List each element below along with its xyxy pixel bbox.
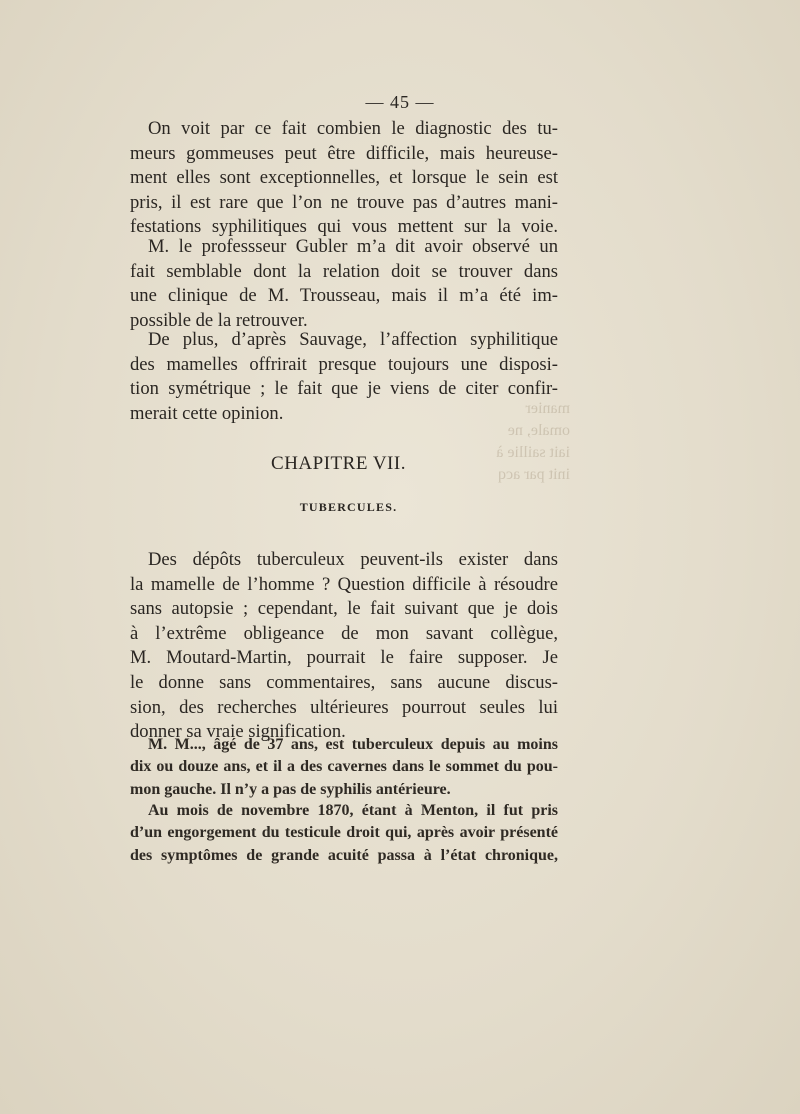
text-line: le donne sans commentaires, sans aucune discus-: [130, 671, 558, 693]
text-line: une clinique de M. Trousseau, mais il m’a été im-: [130, 285, 558, 307]
text-line: d’un engorgement du testicule droit qui, après avoir présenté: [130, 824, 558, 842]
text-line: sans autopsie ; cependant, le fait suivant que je dois: [130, 598, 558, 620]
paragraph-2: [130, 235, 558, 333]
text-line: dix ou douze ans, et il a des cavernes dans le sommet du pou-: [130, 758, 558, 776]
text-line: ment elles sont exceptionnelles, et lorsque le sein est: [130, 167, 558, 189]
text-line: donner sa vraie signification.: [130, 721, 346, 743]
text-line: fait semblable dont la relation doit se trouver dans: [130, 260, 558, 282]
text-line: à l’extrême obligeance de mon savant collègue,: [130, 622, 558, 644]
paragraph-4: [130, 548, 558, 745]
text-line: la mamelle de l’homme ? Question difficile à résoudre: [130, 573, 558, 595]
paragraph-6: [130, 800, 558, 867]
bleed-line: manier: [525, 400, 570, 417]
text-line: sion, des recherches ultérieures pourrout seules lui: [130, 696, 558, 718]
paragraph-5: [130, 734, 558, 801]
bleed-line: iait saillie à: [496, 444, 570, 461]
bleed-line: init par acq: [498, 466, 570, 483]
section-heading: TUBERCULES.: [299, 500, 398, 514]
text-line: possible de la retrouver.: [130, 309, 308, 331]
text-line: De plus, d’après Sauvage, l’affection syphilitique: [148, 329, 558, 350]
text-line: merait cette opinion.: [130, 402, 284, 424]
text-line: festations syphilitiques qui vous mettent sur la voie.: [130, 216, 558, 238]
text-line: Au mois de novembre 1870, étant à Menton, il fut pris: [148, 802, 558, 819]
page-number: — 45 —: [365, 92, 435, 112]
bleed-line: omale, ne: [507, 422, 570, 439]
chapter-heading: CHAPITRE VII.: [271, 453, 406, 474]
paragraph-1: [130, 117, 558, 240]
text-line: tion symétrique ; le fait que je viens de citer confir-: [130, 378, 558, 400]
text-line: M. le professseur Gubler m’a dit avoir observé un: [148, 236, 558, 257]
text-line: des symptômes de grande acuité passa à l’état chronique,: [130, 846, 558, 864]
text-line: Des dépôts tuberculeux peuvent-ils exister dans: [148, 549, 558, 570]
text-line: pris, il est rare que l’on ne trouve pas d’autres mani-: [130, 191, 558, 213]
text-line: des mamelles offrirait presque toujours une disposi-: [130, 353, 558, 375]
text-line: M. Moutard-Martin, pourrait le faire supposer. Je: [130, 647, 558, 669]
text-line: On voit par ce fait combien le diagnostic des tu-: [148, 118, 558, 139]
text-line: M. M..., âgé de 37 ans, est tuberculeux depuis au moins: [148, 736, 558, 753]
text-line: mon gauche. Il n’y a pas de syphilis antérieure.: [130, 780, 451, 798]
text-line: meurs gommeuses peut être difficile, mais heureuse-: [130, 142, 558, 164]
